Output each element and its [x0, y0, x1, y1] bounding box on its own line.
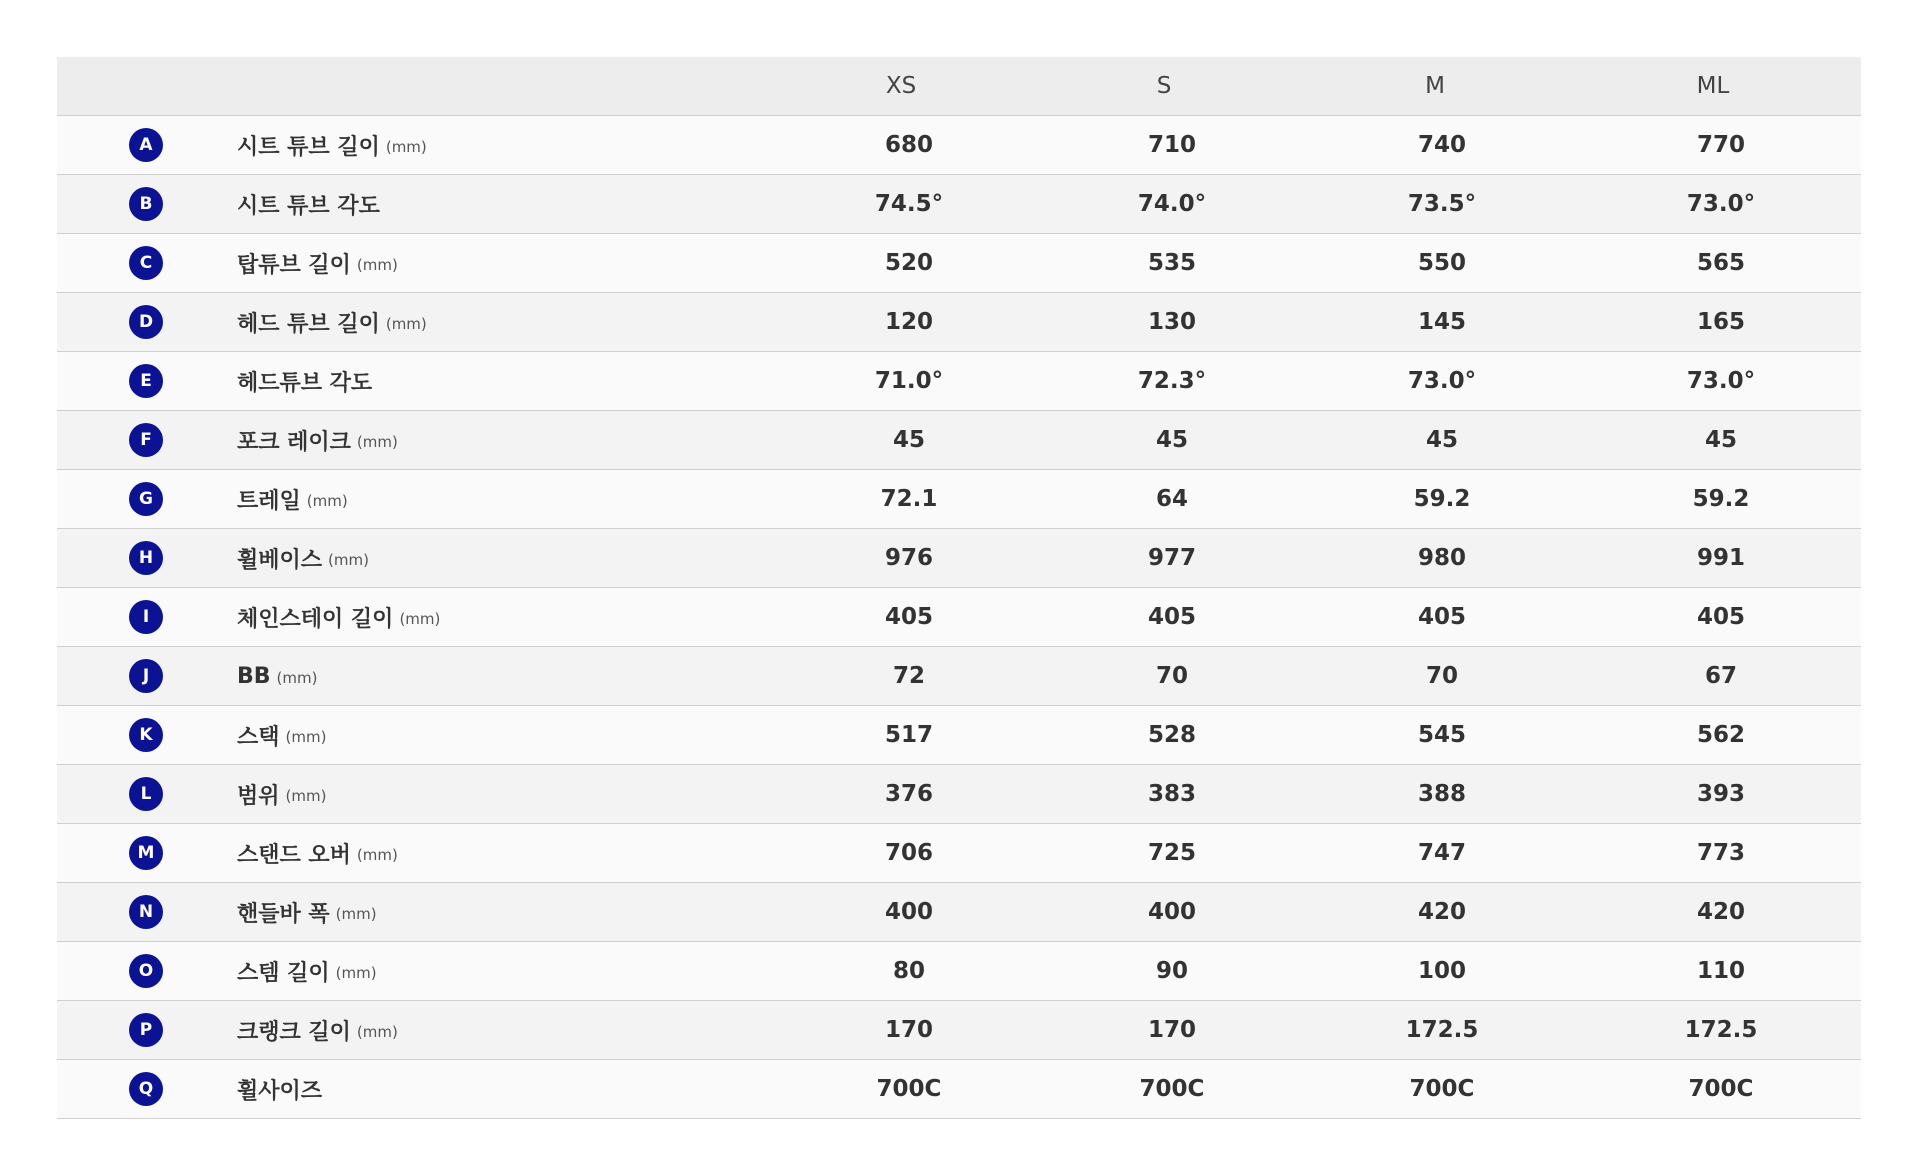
- row-unit: (mm): [335, 964, 377, 982]
- value-cell-m: 388: [1417, 781, 1466, 807]
- value-cell-xs: 120: [884, 309, 933, 335]
- table-row: [57, 116, 1861, 175]
- value-cell-m: 172.5: [1405, 1017, 1479, 1043]
- value-cell-xs: 700C: [876, 1076, 942, 1102]
- row-marker: [128, 411, 164, 469]
- value-cell-s: 725: [1147, 840, 1196, 866]
- table-row: [57, 529, 1861, 588]
- row-marker: [128, 824, 164, 882]
- row-unit: (mm): [385, 138, 427, 156]
- table-header-row: [57, 57, 1861, 116]
- value-cell-xs: 71.0°: [874, 368, 944, 394]
- row-marker: [128, 1001, 164, 1059]
- row-letter-badge: G: [129, 482, 163, 516]
- value-cell-ml: 45: [1704, 427, 1737, 453]
- column-header-m: M: [1425, 73, 1445, 99]
- value-cell-m: 73.5°: [1407, 191, 1477, 217]
- table-row: [57, 588, 1861, 647]
- row-label-cell: [237, 116, 427, 174]
- value-cell-m: 45: [1425, 427, 1458, 453]
- value-cell-m: 70: [1425, 663, 1458, 689]
- row-letter-badge: E: [129, 364, 163, 398]
- value-cell-ml: 700C: [1688, 1076, 1754, 1102]
- row-label-cell: [237, 1060, 322, 1118]
- value-cell-ml: 773: [1696, 840, 1745, 866]
- table-row: [57, 765, 1861, 824]
- column-header-s: S: [1156, 73, 1172, 99]
- row-unit: (mm): [276, 669, 318, 687]
- value-cell-xs: 80: [892, 958, 925, 984]
- row-label: 스탠드 오버: [237, 842, 351, 868]
- table-row: [57, 175, 1861, 234]
- row-label: 체인스테이 길이: [237, 606, 394, 632]
- row-letter-badge: L: [129, 777, 163, 811]
- row-letter-badge: A: [129, 128, 163, 162]
- row-unit: (mm): [356, 433, 398, 451]
- table-row: [57, 352, 1861, 411]
- value-cell-s: 90: [1155, 958, 1188, 984]
- value-cell-xs: 520: [884, 250, 933, 276]
- column-header-ml: ML: [1696, 73, 1730, 99]
- row-label-cell: [237, 647, 317, 705]
- row-unit: (mm): [328, 551, 369, 569]
- value-cell-m: 747: [1417, 840, 1466, 866]
- value-cell-s: 64: [1155, 486, 1188, 512]
- row-label: 범위: [237, 783, 280, 809]
- value-cell-ml: 393: [1696, 781, 1745, 807]
- table-body: [57, 116, 1861, 1119]
- row-label-cell: [237, 352, 372, 410]
- value-cell-ml: 59.2: [1692, 486, 1750, 512]
- value-cell-ml: 172.5: [1684, 1017, 1758, 1043]
- geometry-table: [57, 57, 1861, 1119]
- value-cell-m: 980: [1417, 545, 1466, 571]
- value-cell-m: 59.2: [1413, 486, 1471, 512]
- value-cell-xs: 72.1: [880, 486, 938, 512]
- row-label-cell: [237, 588, 440, 646]
- value-cell-m: 145: [1417, 309, 1466, 335]
- value-cell-m: 740: [1417, 132, 1466, 158]
- row-marker: [128, 942, 164, 1000]
- table-row: [57, 647, 1861, 706]
- row-marker: [128, 175, 164, 233]
- value-cell-m: 100: [1417, 958, 1466, 984]
- row-marker: [128, 234, 164, 292]
- row-label-cell: [237, 883, 377, 941]
- value-cell-ml: 110: [1696, 958, 1745, 984]
- row-label: 스템 길이: [237, 960, 330, 986]
- value-cell-m: 545: [1417, 722, 1466, 748]
- value-cell-s: 528: [1147, 722, 1196, 748]
- row-label: 헤드튜브 각도: [237, 370, 373, 396]
- value-cell-xs: 405: [884, 604, 933, 630]
- row-letter-badge: K: [129, 718, 163, 752]
- row-unit: (mm): [356, 1023, 398, 1041]
- value-cell-s: 74.0°: [1137, 191, 1207, 217]
- row-label-cell: [237, 765, 326, 823]
- row-marker: [128, 588, 164, 646]
- row-label-cell: [237, 529, 369, 587]
- table-row: [57, 883, 1861, 942]
- value-cell-xs: 45: [892, 427, 925, 453]
- value-cell-s: 700C: [1139, 1076, 1205, 1102]
- value-cell-xs: 517: [884, 722, 933, 748]
- value-cell-s: 405: [1147, 604, 1196, 630]
- row-marker: [128, 647, 164, 705]
- row-marker: [128, 352, 164, 410]
- row-label: 크랭크 길이: [237, 1019, 351, 1045]
- row-label: 휠베이스: [237, 547, 323, 573]
- row-marker: [128, 470, 164, 528]
- row-letter-badge: B: [129, 187, 163, 221]
- value-cell-s: 72.3°: [1137, 368, 1207, 394]
- value-cell-xs: 376: [884, 781, 933, 807]
- row-unit: (mm): [306, 492, 348, 510]
- value-cell-m: 73.0°: [1407, 368, 1477, 394]
- row-marker: [128, 765, 164, 823]
- value-cell-s: 70: [1155, 663, 1188, 689]
- row-unit: (mm): [385, 315, 427, 333]
- row-marker: [128, 116, 164, 174]
- value-cell-s: 400: [1147, 899, 1196, 925]
- row-marker: [128, 293, 164, 351]
- row-label-cell: [237, 411, 398, 469]
- row-unit: (mm): [356, 256, 398, 274]
- row-label-cell: [237, 942, 377, 1000]
- row-letter-badge: F: [129, 423, 163, 457]
- row-label: 휠사이즈: [237, 1078, 323, 1104]
- value-cell-xs: 680: [884, 132, 933, 158]
- table-row: [57, 824, 1861, 883]
- row-unit: (mm): [335, 905, 377, 923]
- row-letter-badge: J: [129, 659, 163, 693]
- row-letter-badge: N: [129, 895, 163, 929]
- row-unit: (mm): [285, 787, 327, 805]
- row-label-cell: [237, 234, 398, 292]
- table-row: [57, 293, 1861, 352]
- row-label: BB: [237, 663, 271, 689]
- row-marker: [128, 706, 164, 764]
- column-header-xs: XS: [885, 73, 917, 99]
- row-label-cell: [237, 1001, 398, 1059]
- value-cell-s: 710: [1147, 132, 1196, 158]
- value-cell-ml: 565: [1696, 250, 1745, 276]
- row-label: 포크 레이크: [237, 429, 351, 455]
- row-label-cell: [237, 706, 326, 764]
- table-row: [57, 1060, 1861, 1119]
- value-cell-xs: 74.5°: [874, 191, 944, 217]
- value-cell-m: 700C: [1409, 1076, 1475, 1102]
- row-letter-badge: M: [129, 836, 163, 870]
- table-row: [57, 942, 1861, 1001]
- row-marker: [128, 883, 164, 941]
- row-unit: (mm): [285, 728, 327, 746]
- value-cell-ml: 73.0°: [1686, 368, 1756, 394]
- row-label: 시트 튜브 길이: [237, 134, 380, 160]
- row-marker: [128, 1060, 164, 1118]
- value-cell-xs: 400: [884, 899, 933, 925]
- value-cell-s: 383: [1147, 781, 1196, 807]
- value-cell-xs: 72: [892, 663, 925, 689]
- value-cell-ml: 562: [1696, 722, 1745, 748]
- value-cell-ml: 73.0°: [1686, 191, 1756, 217]
- value-cell-ml: 405: [1696, 604, 1745, 630]
- table-row: [57, 411, 1861, 470]
- value-cell-xs: 706: [884, 840, 933, 866]
- value-cell-ml: 420: [1696, 899, 1745, 925]
- row-label-cell: [237, 470, 348, 528]
- row-letter-badge: I: [129, 600, 163, 634]
- value-cell-ml: 770: [1696, 132, 1745, 158]
- row-letter-badge: P: [129, 1013, 163, 1047]
- value-cell-ml: 991: [1696, 545, 1745, 571]
- table-row: [57, 234, 1861, 293]
- value-cell-s: 130: [1147, 309, 1196, 335]
- row-label: 스택: [237, 724, 280, 750]
- row-label: 헤드 튜브 길이: [237, 311, 380, 337]
- value-cell-ml: 165: [1696, 309, 1745, 335]
- value-cell-s: 535: [1147, 250, 1196, 276]
- row-marker: [128, 529, 164, 587]
- value-cell-xs: 170: [884, 1017, 933, 1043]
- row-letter-badge: O: [129, 954, 163, 988]
- value-cell-xs: 976: [884, 545, 933, 571]
- value-cell-ml: 67: [1704, 663, 1737, 689]
- value-cell-m: 420: [1417, 899, 1466, 925]
- row-label: 트레일: [237, 488, 301, 514]
- row-label: 핸들바 폭: [237, 901, 330, 927]
- table-row: [57, 706, 1861, 765]
- row-label-cell: [237, 175, 380, 233]
- row-letter-badge: Q: [129, 1072, 163, 1106]
- table-row: [57, 1001, 1861, 1060]
- row-unit: (mm): [356, 846, 398, 864]
- value-cell-m: 405: [1417, 604, 1466, 630]
- value-cell-s: 170: [1147, 1017, 1196, 1043]
- row-label-cell: [237, 824, 398, 882]
- row-unit: (mm): [399, 610, 441, 628]
- value-cell-s: 977: [1147, 545, 1196, 571]
- row-letter-badge: C: [129, 246, 163, 280]
- value-cell-s: 45: [1155, 427, 1188, 453]
- value-cell-m: 550: [1417, 250, 1466, 276]
- row-label-cell: [237, 293, 427, 351]
- row-letter-badge: H: [129, 541, 163, 575]
- row-letter-badge: D: [129, 305, 163, 339]
- row-label: 시트 튜브 각도: [237, 193, 380, 219]
- row-label: 탑튜브 길이: [237, 252, 351, 278]
- table-row: [57, 470, 1861, 529]
